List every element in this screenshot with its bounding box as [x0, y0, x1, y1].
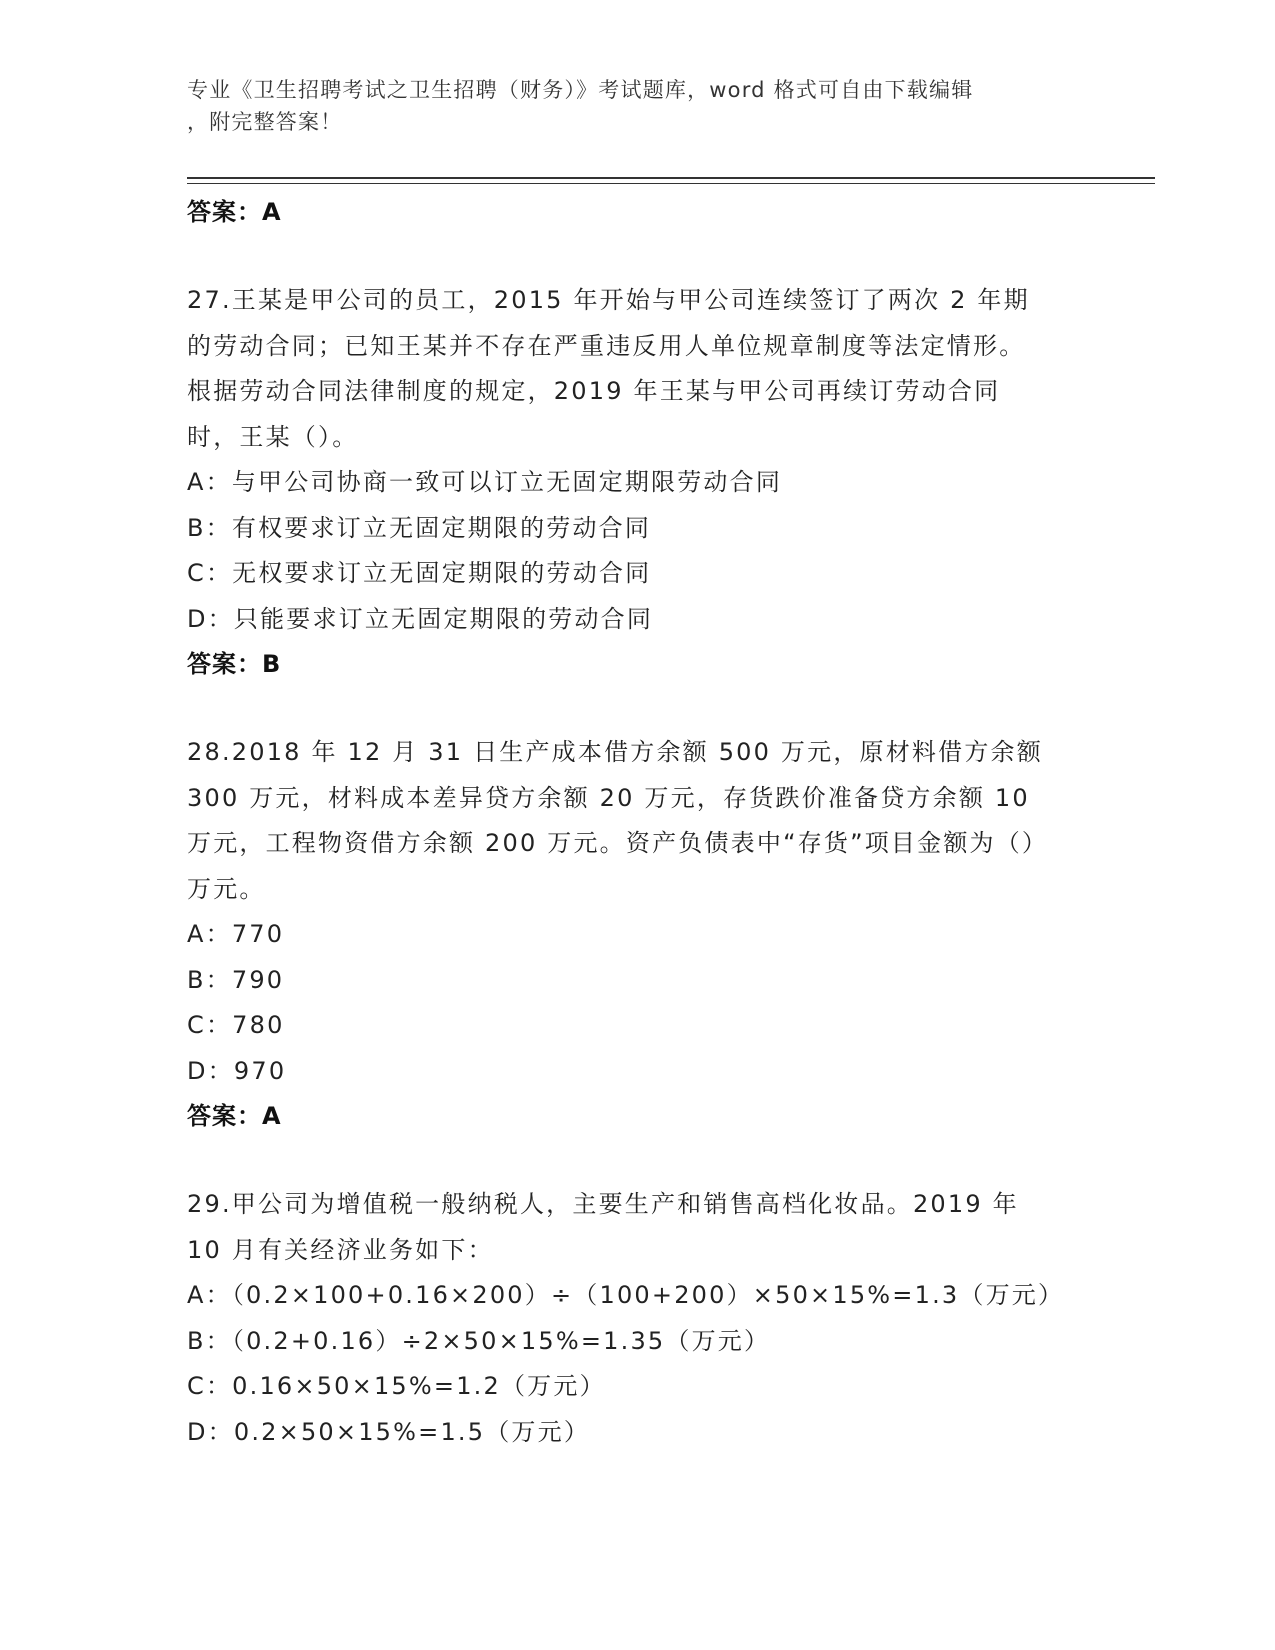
option-29-a: A：（0.2×100+0.16×200）÷（100+200）×50×15%=1.3（万元） [187, 1281, 1065, 1309]
header-rule-thin [187, 183, 1155, 184]
option-27-b: B：有权要求订立无固定期限的劳动合同 [187, 513, 652, 542]
option-27-a: A：与甲公司协商一致可以订立无固定期限劳动合同 [187, 468, 783, 496]
header-line-1: 专业《卫生招聘考试之卫生招聘（财务）》考试题库，word 格式可自由下载编辑 [187, 78, 974, 102]
option-29-c: C：0.16×50×15%=1.2（万元） [187, 1372, 606, 1400]
question-28: 28.2018 年 12 月 31 日生产成本借方余额 500 万元，原材料借方余额 300 万元，材料成本差异贷方余额 20 万元，存货跌价准备贷方余额 10 万元，工程物资借方余额 200 万元。资产负债表中“存货”项目金额为（）万元。 [187, 738, 1043, 903]
header-line-2: ，附完整答案！ [187, 110, 343, 134]
spacer [187, 1138, 1087, 1182]
option-28-d: D：970 [187, 1056, 287, 1085]
document-body [187, 190, 1087, 1455]
answer-27: 答案：B [187, 650, 282, 678]
option-29-d: D：0.2×50×15%=1.5（万元） [187, 1417, 591, 1446]
answer-26: 答案：A [187, 198, 282, 226]
header-rule-thick [187, 177, 1155, 179]
option-28-a: A：770 [187, 920, 285, 948]
option-27-d: D：只能要求订立无固定期限的劳动合同 [187, 604, 654, 633]
answer-28: 答案：A [187, 1102, 282, 1130]
option-27-c: C：无权要求订立无固定期限的劳动合同 [187, 559, 652, 587]
spacer [187, 686, 1087, 730]
question-29: 29.甲公司为增值税一般纳税人，主要生产和销售高档化妆品。2019 年 10 月有关经济业务如下： [187, 1190, 1019, 1264]
spacer [187, 234, 1087, 278]
option-28-c: C：780 [187, 1011, 285, 1039]
option-29-b: B：（0.2+0.16）÷2×50×15%=1.35（万元） [187, 1326, 771, 1355]
option-28-b: B：790 [187, 965, 285, 994]
question-27: 27.王某是甲公司的员工，2015 年开始与甲公司连续签订了两次 2 年期的劳动合同；已知王某并不存在严重违反用人单位规章制度等法定情形。根据劳动合同法律制度的规定，2019 年王某与甲公司再续订劳动合同时，王某（）。 [187, 286, 1030, 451]
document-header [187, 74, 1067, 138]
